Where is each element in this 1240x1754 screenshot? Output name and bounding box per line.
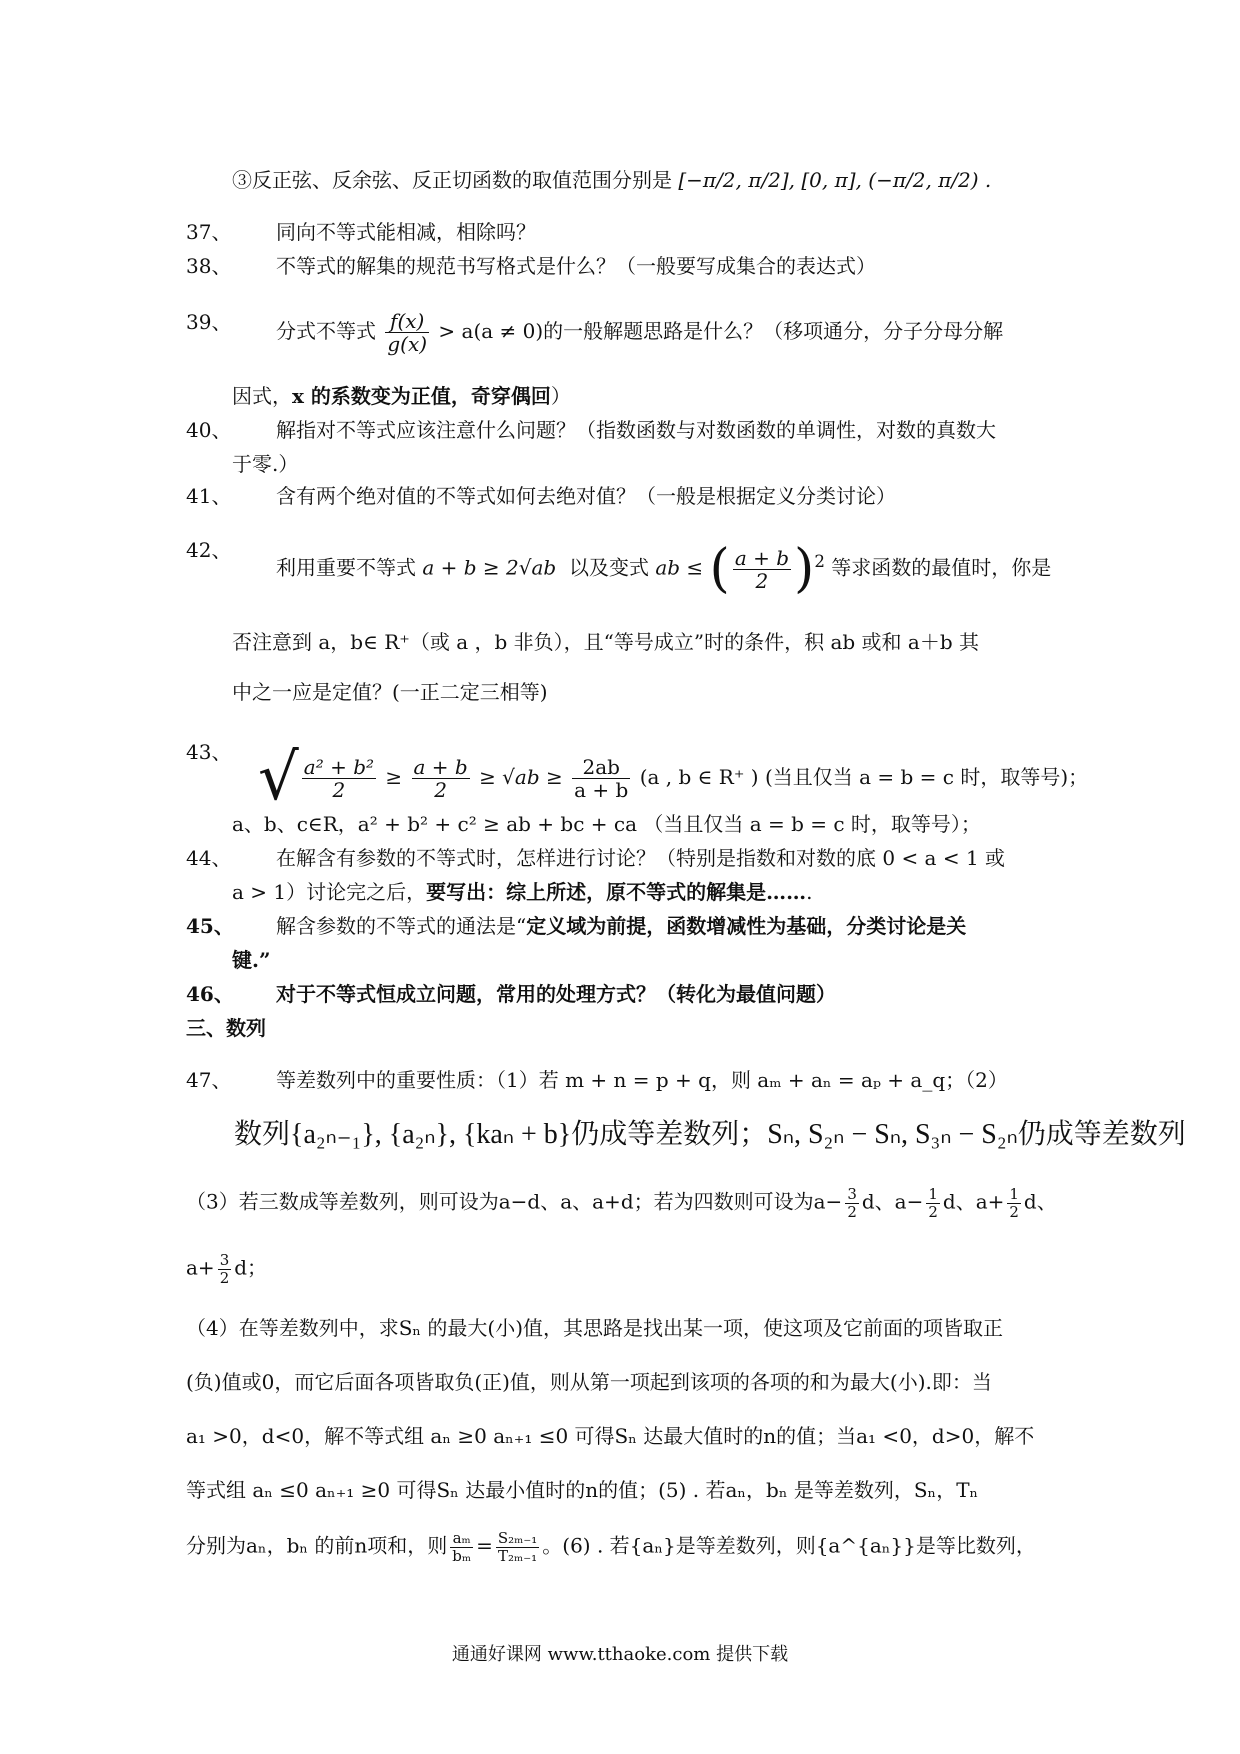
bold-text: 定义域为前提，函数增减性为基础，分类讨论是关 [526, 914, 967, 938]
fraction-s-t: $\frac{\text{S₂ₘ₋₁}}{\text{T₂ₘ₋₁}}$ [497, 1529, 538, 1565]
item-text: 等差数列中的重要性质：（1）若 m + n = p + q，则 aₘ + aₙ = aₚ + a_q；（2） [276, 1068, 1008, 1092]
item-number: 40、 [186, 418, 232, 442]
item-number: 45、 [186, 914, 234, 938]
text-arcfunc: ③反正弦、反余弦、反正切函数的取值范围分别是 [232, 168, 672, 192]
page-footer: 通通好课网 www.tthaoke.com 提供下载 [451, 1644, 789, 1665]
item-text: 在解含有参数的不等式时，怎样进行讨论？（特别是指数和对数的底 0 < a < 1 或 [276, 846, 1006, 870]
document-page: ③反正弦、反余弦、反正切函数的取值范围分别是 [−π/2, π/2], [0, π], (−π/2, π/2) . 37、 同向不等式能相减，相除吗？ 38、 不等式的解集的规范书写格式是什么？（一般要写成集合的表达式） 39、 分式不等式 $\frac{f(x)}{g(x)}$ > a(a ≠ 0)的一般解题思路是什么？（移项通分，分子分母分解 因式，x 的系数变为正值，奇穿偶回） 40、 解指对不等式应该注意什么问题？（指数函数与对数函数的单调性，对数的真数大 于零.） 41、 含有两个绝对值的不等式如何去绝对值？（一般是根据定义分类讨论） 42、 利用重要不等式 a + b ≥ 2√ab 以及变式 ab ≤ ( $\frac{a + b}{2}$ )$^2$ 等求函数的最值时，你是 否注意到 a，b∈ R⁺（或 a ，b 非负），且“等号成立”时的条件，积 ab 或和 a＋b 其 中之一应是定值？(一正二定三相等) 43、 √ $\frac{\text{a² + b²}}{2}$ ≥ $\frac{a + b}{2}$ ≥ √ab ≥ $\frac{2ab}{a + b}$ (a , b ∈ R⁺ ) (当且仅当 a = b = c 时，取等号)； a、b、c∈R，a² + b² + c² ≥ ab + bc + ca （当且仅当 a = b = c 时，取等号）； 44、 在解含有参数的不等式时，怎样进行讨论？（特别是指数和对数的底 0 < a < 1 或 a > 1）讨论完之后，要写出：综上所述，原不等式的解集是……. 45、 解含参数的不等式的通法是“定义域为前提，函数增减性为基础，分类讨论是关 键.” 46、 对于不等式恒成立问题，常用的处理方式？（转化为最值问题） 三、数列 47、 等差数列中的重要性质：（1）若 m + n = p + q，则 aₘ + aₙ = aₚ + a_q；（2） 数列{a₂ₙ₋₁}, {a₂ₙ}, {kaₙ + b}仍成等差数列；Sₙ, S₂ₙ − Sₙ, S₃ₙ − S₂ₙ仍成等差数列 （3）若三数成等差数列，则可设为a−d、a、a+d；若为四数则可设为a− $\frac{3}{2}$ d、a− $\frac{1}{2}$ d、a+ $\frac{1}{2}$ d、 a+ $\frac{3}{2}$ d； （4）在等差数列中，求Sₙ 的最大(小)值，其思路是找出某一项，使这项及它前面的项皆取正 (负)值或0，而它后面各项皆取负(正)值，则从第一项起到该项的各项的和为最大(小).即：当 a₁ >0，d<0，解不等式组 aₙ ≥0 aₙ₊₁ ≤0 可得Sₙ 达最大值时的n的值；当a₁ <0，d>0，解不 等式组 aₙ ≤0 aₙ₊₁ ≥0 可得Sₙ 达最小值时的n的值；(5) . 若aₙ，bₙ 是等差数列，Sₙ，Tₙ 分别为aₙ，bₙ 的前n项和，则 $\frac{\text{aₘ}}{\text{bₘ}}$ = $\frac{\text{S₂ₘ₋₁}}{\text{T₂ₘ₋₁}}$ 。(6) . 若{aₙ}是等差数列，则{a^{aₙ}}是等比数列， 通通好课网 www.tthaoke.com 提供下载 [0, 0, 1240, 1754]
item-text: 不等式的解集的规范书写格式是什么？（一般要写成集合的表达式） [276, 254, 876, 278]
item-text: 含有两个绝对值的不等式如何去绝对值？（一般是根据定义分类讨论） [276, 484, 896, 508]
fraction-rms: $\frac{\text{a² + b²}}{2}$ [303, 754, 375, 802]
section-title: 三、数列 [186, 1016, 266, 1040]
item-number: 39、 [186, 310, 232, 334]
item-text: > a(a ≠ 0)的一般解题思路是什么？（移项通分，分子分母分解 [438, 319, 1004, 343]
math-am-gm: a + b ≥ 2√ab [422, 555, 557, 580]
item-number: 44、 [186, 846, 232, 870]
item-number: 38、 [186, 254, 232, 278]
math-range: [−π/2, π/2], [0, π], (−π/2, π/2) . [678, 168, 992, 192]
math-gm: ≥ √ab ≥ [479, 764, 563, 789]
item-text: 对于不等式恒成立问题，常用的处理方式？（转化为最值问题） [276, 982, 836, 1006]
item-number: 43、 [186, 740, 232, 764]
fraction-am: $\frac{a + b}{2}$ [413, 754, 468, 802]
item-text: 解指对不等式应该注意什么问题？（指数函数与对数函数的单调性，对数的真数大 [276, 418, 996, 442]
fraction-fx-gx: $\frac{f(x)}{g(x)}$ [387, 309, 428, 356]
fraction-am-bm: $\frac{\text{aₘ}}{\text{bₘ}}$ [452, 1529, 472, 1565]
fraction-apb-2: $\frac{a + b}{2}$ [734, 545, 790, 593]
item-number: 37、 [186, 220, 232, 244]
item-text: 同向不等式能相减，相除吗？ [276, 220, 536, 244]
fraction-hm: $\frac{2ab}{a + b}$ [574, 754, 629, 802]
bold-text: 要写出：综上所述，原不等式的解集是…… [426, 880, 807, 904]
item-number: 42、 [186, 538, 232, 562]
item-text: 分式不等式 [276, 319, 376, 343]
item-number: 47、 [186, 1068, 232, 1092]
item-number: 46、 [186, 982, 234, 1006]
bold-text: x 的系数变为正值，奇穿偶回 [292, 384, 551, 408]
item-number: 41、 [186, 484, 232, 508]
